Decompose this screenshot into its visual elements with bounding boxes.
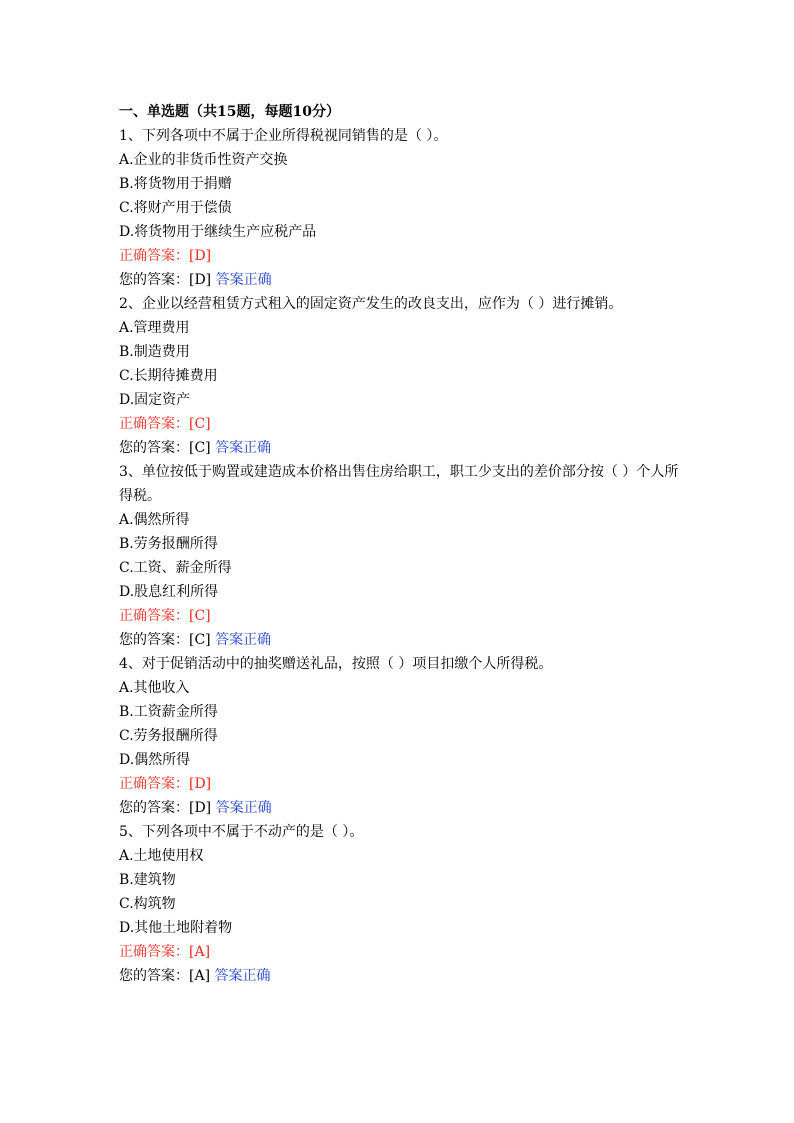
correct-answer-label: 正确答案： — [119, 776, 189, 792]
correct-answer-label: 正确答案： — [119, 608, 189, 624]
option-a: A.管理费用 — [119, 320, 190, 336]
user-answer-value: [C] — [189, 632, 211, 648]
option-d: D.偶然所得 — [119, 752, 191, 768]
option-c: C.将财产用于偿债 — [119, 200, 232, 216]
user-answer — [119, 268, 679, 292]
question-stem: 5、下列各项中不属于不动产的是（ ）。 — [119, 824, 364, 840]
correct-answer-label: 正确答案： — [119, 248, 189, 264]
correct-answer — [119, 244, 679, 268]
correct-answer — [119, 412, 679, 436]
exam-document — [119, 100, 679, 988]
option-c: C.工资、薪金所得 — [119, 560, 232, 576]
user-answer-value: [D] — [189, 272, 212, 288]
option-c: C.长期待摊费用 — [119, 368, 218, 384]
option-b: B.建筑物 — [119, 872, 176, 888]
user-answer-value: [C] — [189, 440, 211, 456]
user-answer-label: 您的答案： — [119, 440, 189, 456]
option-c: C.构筑物 — [119, 896, 176, 912]
question-stem: 3、单位按低于购置或建造成本价格出售住房给职工，职工少支出的差价部分按（ ）个人所得税。 — [119, 464, 679, 504]
question-4 — [119, 652, 679, 820]
user-answer-label: 您的答案： — [119, 272, 189, 288]
question-3 — [119, 460, 679, 652]
question-stem: 2、企业以经营租赁方式租入的固定资产发生的改良支出，应作为（ ）进行摊销。 — [119, 296, 623, 312]
option-b: B.工资薪金所得 — [119, 704, 218, 720]
user-answer-value: [A] — [189, 968, 211, 984]
user-answer — [119, 436, 679, 460]
option-a: A.企业的非货币性资产交换 — [119, 152, 288, 168]
option-b: B.制造费用 — [119, 344, 190, 360]
correct-answer-label: 正确答案： — [119, 416, 189, 432]
option-d: D.股息红利所得 — [119, 584, 219, 600]
question-stem: 4、对于促销活动中的抽奖赠送礼品，按照（ ）项目扣缴个人所得税。 — [119, 656, 553, 672]
correct-answer — [119, 940, 679, 964]
user-answer-label: 您的答案： — [119, 968, 189, 984]
question-1 — [119, 124, 679, 292]
option-a: A.偶然所得 — [119, 512, 190, 528]
correct-answer-value: [A] — [189, 944, 211, 960]
answer-verdict: 答案正确 — [215, 632, 272, 648]
correct-answer-value: [D] — [189, 776, 212, 792]
user-answer-value: [D] — [189, 800, 212, 816]
option-b: B.劳务报酬所得 — [119, 536, 218, 552]
question-2 — [119, 292, 679, 460]
answer-verdict: 答案正确 — [215, 272, 272, 288]
user-answer — [119, 796, 679, 820]
question-stem: 1、下列各项中不属于企业所得税视同销售的是（ ）。 — [119, 128, 448, 144]
user-answer-label: 您的答案： — [119, 800, 189, 816]
question-5 — [119, 820, 679, 988]
option-d: D.其他土地附着物 — [119, 920, 233, 936]
option-a: A.土地使用权 — [119, 848, 204, 864]
option-c: C.劳务报酬所得 — [119, 728, 218, 744]
correct-answer-value: [D] — [189, 248, 212, 264]
user-answer — [119, 964, 679, 988]
option-d: D.将货物用于继续生产应税产品 — [119, 224, 317, 240]
answer-verdict: 答案正确 — [215, 800, 272, 816]
correct-answer — [119, 604, 679, 628]
option-d: D.固定资产 — [119, 392, 191, 408]
option-b: B.将货物用于捐赠 — [119, 176, 232, 192]
correct-answer — [119, 772, 679, 796]
user-answer — [119, 628, 679, 652]
section-title: 一、单选题（共15题，每题10分） — [119, 104, 340, 120]
correct-answer-label: 正确答案： — [119, 944, 189, 960]
correct-answer-value: [C] — [189, 416, 211, 432]
option-a: A.其他收入 — [119, 680, 190, 696]
answer-verdict: 答案正确 — [214, 968, 271, 984]
user-answer-label: 您的答案： — [119, 632, 189, 648]
correct-answer-value: [C] — [189, 608, 211, 624]
answer-verdict: 答案正确 — [215, 440, 272, 456]
